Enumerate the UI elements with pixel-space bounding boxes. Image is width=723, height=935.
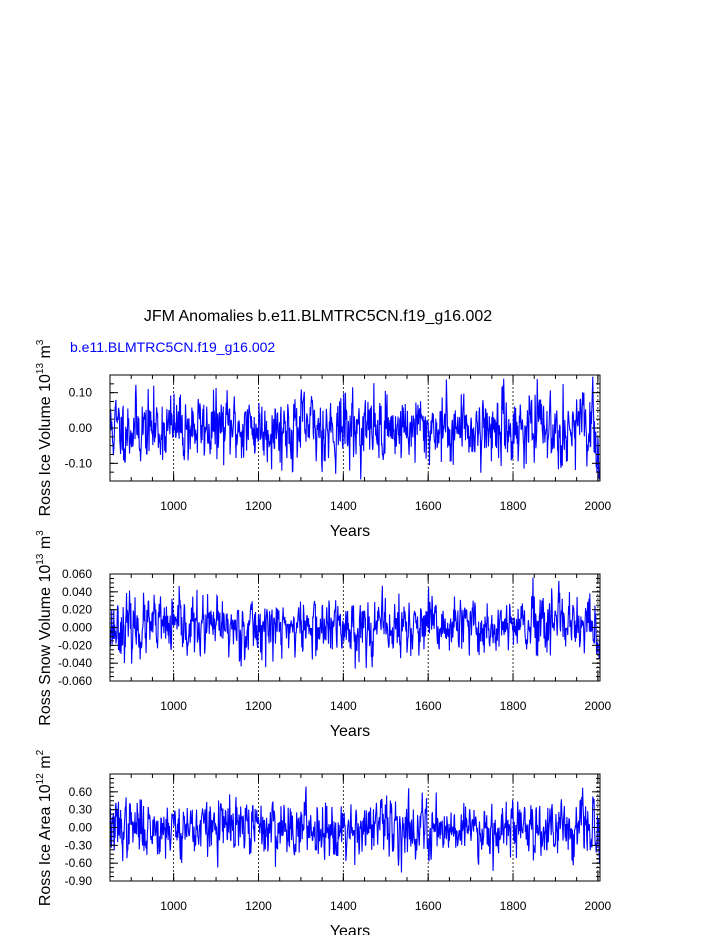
x-axis-title: Years — [329, 523, 371, 540]
y-axis-title-part: m — [37, 755, 54, 774]
x-tick-label: 1600 — [414, 499, 442, 513]
y-tick-label: -0.10 — [64, 456, 92, 471]
x-tick-label: 2000 — [584, 499, 612, 513]
x-axis-title: Years — [329, 923, 371, 935]
y-axis-title-part: Ross Ice Area 10 — [37, 784, 54, 907]
y-axis-title-part: 12 — [35, 773, 46, 785]
x-tick-label: 2000 — [584, 699, 612, 713]
x-tick-label: 1000 — [160, 699, 187, 713]
x-tick-label: 2000 — [584, 899, 612, 913]
x-tick-label: 1800 — [499, 899, 527, 913]
x-tick-label: 1600 — [414, 899, 442, 913]
x-tick-label: 1400 — [329, 499, 357, 513]
x-tick-label: 1200 — [245, 899, 272, 913]
x-tick-label: 1200 — [245, 699, 272, 713]
y-axis-title-part: 13 — [35, 553, 46, 565]
y-axis-title-part: m — [37, 535, 54, 554]
y-axis-title-part: 3 — [35, 339, 46, 346]
y-tick-label: 0.30 — [68, 802, 92, 817]
x-tick-label: 1800 — [499, 699, 527, 713]
y-axis-title-part: 2 — [35, 749, 46, 756]
series-line — [110, 787, 600, 873]
y-tick-label: 0.10 — [68, 385, 92, 400]
y-tick-label: 0.00 — [68, 421, 92, 435]
series-label: b.e11.BLMTRC5CN.f19_g16.002 — [70, 339, 276, 355]
y-axis-title — [35, 749, 54, 906]
y-tick-label: 0.040 — [61, 584, 92, 599]
y-axis-title-part: Ross Ice Volume 10 — [37, 374, 54, 517]
y-tick-label: -0.90 — [64, 874, 92, 888]
x-tick-label: 1200 — [245, 499, 272, 513]
panel-2 — [35, 530, 612, 740]
y-tick-label: 0.60 — [68, 784, 92, 799]
panel-3 — [35, 749, 612, 935]
x-axis-title: Years — [329, 723, 371, 740]
y-axis-title — [35, 530, 54, 726]
x-tick-label: 1000 — [160, 499, 187, 513]
y-tick-label: -0.020 — [57, 638, 92, 653]
y-tick-label: 0.060 — [61, 567, 92, 581]
y-axis-title-part: 3 — [35, 530, 46, 536]
y-tick-label: -0.30 — [64, 838, 92, 853]
series-line — [110, 377, 600, 480]
y-tick-label: 0.000 — [61, 620, 92, 635]
x-tick-label: 1400 — [329, 899, 357, 913]
y-axis-title — [35, 339, 54, 516]
y-axis-title-part: 13 — [35, 362, 46, 375]
x-tick-label: 1600 — [414, 699, 442, 713]
y-tick-label: -0.040 — [57, 656, 92, 671]
chart-title: JFM Anomalies b.e11.BLMTRC5CN.f19_g16.002 — [143, 308, 493, 325]
series-line — [110, 578, 600, 669]
panel-1 — [35, 339, 612, 540]
y-tick-label: -0.060 — [57, 674, 92, 688]
y-tick-label: 0.020 — [61, 602, 92, 617]
y-axis-title-part: Ross Snow Volume 10 — [37, 564, 54, 726]
x-tick-label: 1000 — [160, 899, 187, 913]
y-tick-label: 0.00 — [68, 820, 92, 835]
y-axis-title-part: m — [37, 345, 54, 363]
x-tick-label: 1800 — [499, 499, 527, 513]
y-tick-label: -0.60 — [64, 856, 92, 871]
x-tick-label: 1400 — [329, 699, 357, 713]
